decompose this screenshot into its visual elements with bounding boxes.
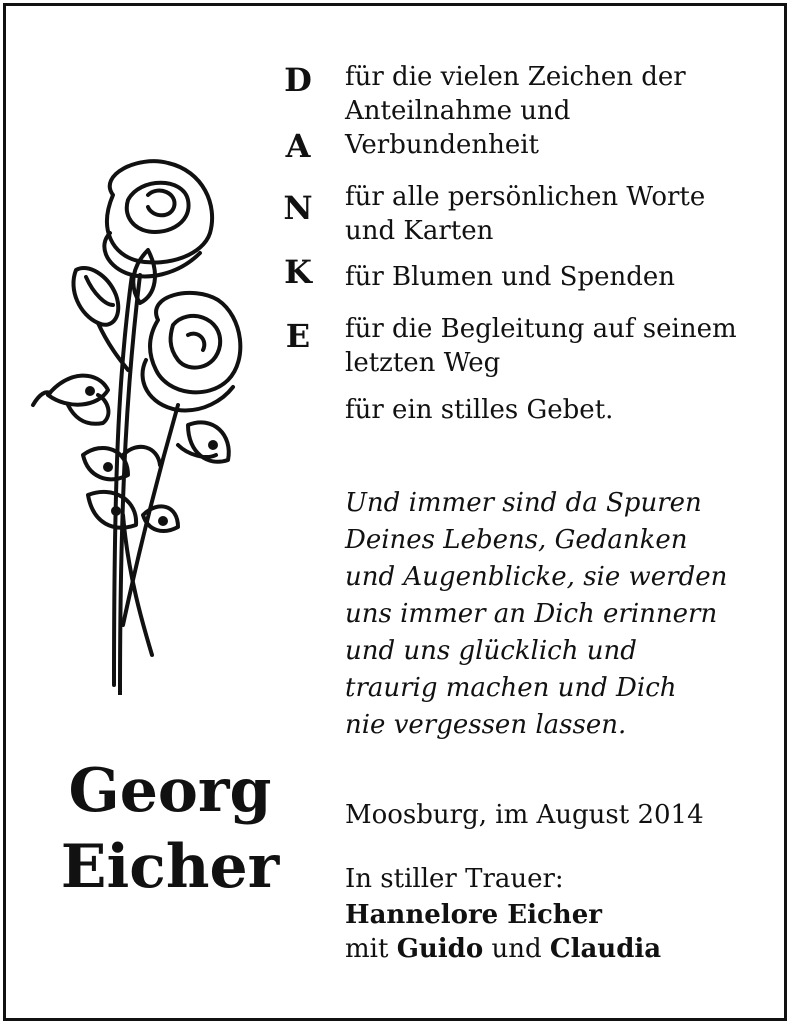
danke-line: und Karten (345, 216, 494, 246)
other-mourners (345, 932, 661, 966)
quote-line: nie vergessen lassen. (345, 710, 627, 740)
danke-line: für ein stilles Gebet. (345, 395, 614, 425)
quote-line: Deines Lebens, Gedanken (345, 525, 688, 555)
danke-letter-e: E (285, 317, 311, 355)
quote-line: und Augenblicke, sie werden (345, 562, 728, 592)
deceased-last-name: Eicher (60, 832, 280, 902)
danke-letter-a: A (285, 127, 311, 165)
memorial-quote (345, 485, 727, 744)
danke-letter-k: K (284, 253, 312, 291)
danke-letter-d: D (284, 61, 312, 99)
danke-line: für alle persönlichen Worte (345, 182, 706, 212)
quote-line: Und immer sind da Spuren (345, 488, 702, 518)
mourner-name-guido: Guido (396, 934, 484, 964)
quote-line: und uns glücklich und (345, 636, 637, 666)
quote-line: traurig machen und Dich (345, 673, 677, 703)
danke-letter-n: N (283, 189, 313, 227)
with-word: mit (345, 934, 389, 964)
main-mourner: Hannelore Eicher (345, 900, 602, 930)
rose-illustration (28, 155, 260, 695)
mourner-name-claudia: Claudia (549, 934, 662, 964)
danke-line: Verbundenheit (345, 130, 540, 160)
deceased-first-name: Georg (68, 756, 272, 826)
quote-line: uns immer an Dich erinnern (345, 599, 718, 629)
and-word: und (491, 934, 542, 964)
mourning-label: In stiller Trauer: (345, 864, 564, 894)
danke-line: Anteilnahme und (345, 96, 571, 126)
danke-line: für die Begleitung auf seinem (345, 314, 737, 344)
danke-line: für die vielen Zeichen der (345, 62, 686, 92)
danke-line: letzten Weg (345, 348, 501, 378)
danke-line: für Blumen und Spenden (345, 262, 676, 292)
place-date: Moosburg, im August 2014 (345, 800, 704, 830)
